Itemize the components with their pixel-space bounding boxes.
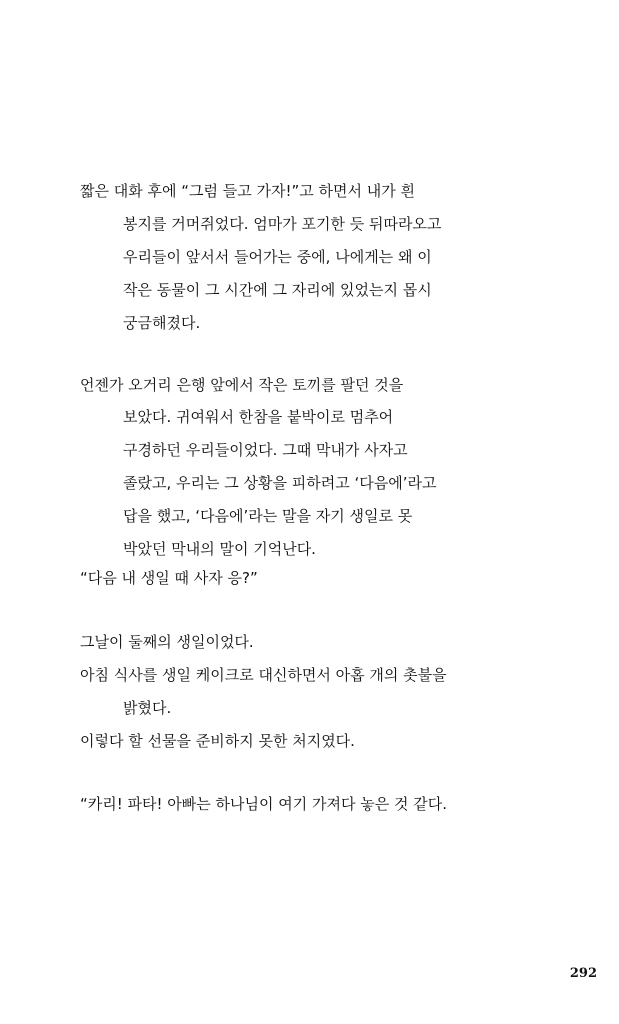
text-line: 박았던 막내의 말이 기억난다. <box>123 540 316 558</box>
text-line: 구경하던 우리들이었다. 그때 막내가 사자고 <box>123 441 408 459</box>
text-line: 봉지를 거머쥐었다. 엄마가 포기한 듯 뒤따라오고 <box>123 215 442 233</box>
text-line: 아침 식사를 생일 케이크로 대신하면서 아홉 개의 촛불을 <box>80 666 447 684</box>
page-number: 292 <box>569 966 597 981</box>
text-line: 답을 했고, ‘다음에’라는 말을 자기 생일로 못 <box>123 507 413 525</box>
text-line: 궁금해졌다. <box>123 314 201 332</box>
text-line: 보았다. 귀여워서 한참을 붙박이로 멈추어 <box>123 408 394 426</box>
quote-line: “다음 내 생일 때 사자 응?” <box>80 569 258 587</box>
text-line: 이렇다 할 선물을 준비하지 못한 처지였다. <box>80 732 355 750</box>
text-line: 밝혔다. <box>123 699 172 717</box>
text-line: 언젠가 오거리 은행 앞에서 작은 토끼를 팔던 것을 <box>80 376 404 394</box>
text-line: 그날이 둘째의 생일이었다. <box>80 633 254 651</box>
text-line: 작은 동물이 그 시간에 그 자리에 있었는지 몹시 <box>123 281 432 299</box>
text-line: 우리들이 앞서서 들어가는 중에, 나에게는 왜 이 <box>123 248 432 266</box>
text-line: 짧은 대화 후에 “그럼 들고 가자!”고 하면서 내가 흰 <box>80 182 416 200</box>
text-line: 졸랐고, 우리는 그 상황을 피하려고 ‘다음에’라고 <box>123 474 437 492</box>
quote-line: “카리! 파타! 아빠는 하나님이 여기 가져다 놓은 것 같다. <box>80 795 448 813</box>
